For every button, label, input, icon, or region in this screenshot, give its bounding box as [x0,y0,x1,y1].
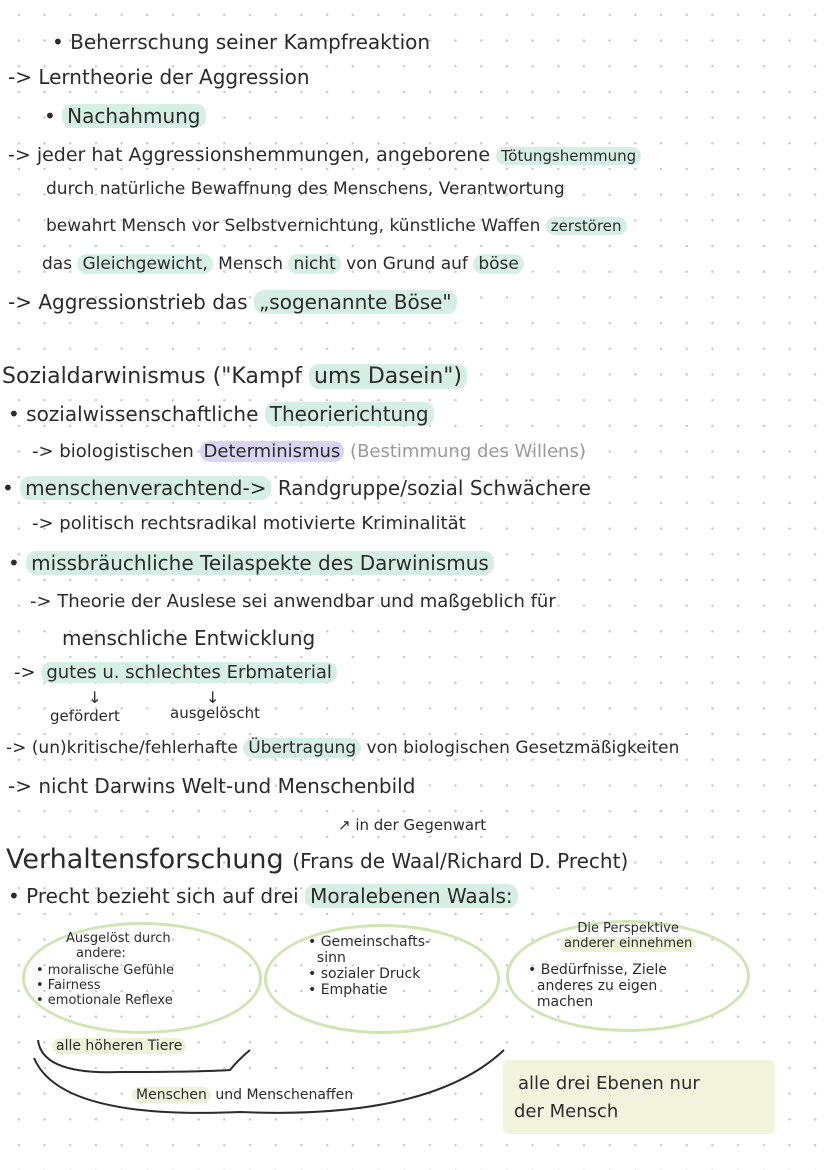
list-item: machen [528,994,594,1011]
text: von biologischen Gesetzmäßigkeiten [366,738,680,758]
line-teilaspekte [8,553,494,573]
text: Ausgelöst durch [66,931,171,946]
highlight-menschenverachtend: menschenverachtend-> [20,476,271,500]
text: von Grund auf [346,254,468,274]
bullet: • [2,476,14,500]
text: -> jeder hat Aggressionshemmungen, angeborene [8,144,491,166]
line-aggressionstrieb [8,292,457,312]
highlight-theorierichtung: Theorierichtung [265,402,434,426]
text: anderer einnehmen [560,937,696,952]
text: -> biologistischen [32,441,194,462]
text: Die Perspektive [577,921,679,936]
arrow-down-icon: ↓ [88,688,102,707]
text: das [42,254,73,274]
braces [0,1020,520,1120]
bullet: • [44,104,56,128]
text: -> Aggressionstrieb das [8,290,248,314]
label-hoehere-tiere [52,1039,186,1053]
note-box-line1: alle drei Ebenen nur [518,1073,700,1094]
text: -> (un)kritische/fehlerhafte [6,738,238,758]
note-box-line2: der Mensch [514,1101,619,1122]
text: bewahrt Mensch vor Selbstvernichtung, künstliche [46,216,476,236]
text-erbmaterial: Erbmaterial [226,662,332,683]
line-entwicklung: menschliche Entwicklung [62,626,316,650]
list-item: • moralische Gefühle [36,963,174,978]
brace-humans-apes [34,1050,504,1113]
label-gefoerdert: gefördert [50,707,120,725]
text: andere: [76,945,126,961]
heading-sozialdarwinismus [2,366,467,388]
list-item: sinn [308,950,346,967]
arrow-down-icon: ↓ [206,688,220,707]
note-willens: (Bestimmung des Willens) [350,441,586,462]
text-u: u. [102,662,120,683]
ellipse3-heading [560,922,696,952]
heading-verhaltensforschung [6,846,628,873]
highlight-ums-dasein: ums Dasein") [309,364,467,389]
ellipse1-heading [66,932,171,962]
text: • Precht bezieht sich auf drei [8,884,299,908]
highlight-toetungshemmung: Tötungshemmung [496,147,641,165]
highlight-gleichgewicht: Gleichgewicht, [77,254,212,274]
highlight-moralebenen: Moralebenen Waals: [305,884,518,908]
list-item: • sozialer Druck [308,966,421,983]
highlight-menschen: Menschen [132,1087,211,1103]
highlight-erbmaterial [41,662,337,683]
list-item: • emotionale Reflexe [36,992,173,1008]
text: Mensch [218,254,284,274]
line-aggressionshemmungen [8,146,641,165]
bullet: • [8,551,20,575]
highlight-teilaspekte: missbräuchliche Teilaspekte des Darwinismus [26,551,494,575]
line-erbmaterial [14,664,337,682]
highlight-zerstoeren: zerstören [546,217,627,235]
highlight-nachahmung: Nachahmung [62,104,205,128]
label-menschen-affen [132,1088,353,1102]
ellipse2-list [308,934,430,998]
highlight-uebertragung: Übertragung [243,738,361,758]
list-item: • Emphatie [308,982,388,999]
line-gleichgewicht [42,256,524,273]
text-gutes: gutes [46,662,97,683]
line-nachahmung [44,106,206,126]
text: Verhaltensforschung [6,844,284,875]
highlight-nicht: nicht [288,254,340,274]
line-selbstvernichtung [46,218,627,235]
list-item: • Gemeinschafts- [308,934,431,950]
line-determinismus [32,443,586,461]
text: Randgruppe/sozial Schwächere [277,476,591,500]
line-uebertragung [6,740,679,757]
text: und Menschenaffen [215,1087,354,1103]
text: Sozialdarwinismus ("Kampf [2,364,302,389]
text: -> [14,662,36,683]
text-schlechtes: schlechtes [125,662,221,683]
highlight-sogenannte-boese: „sogenannte Böse" [254,290,457,314]
text: • sozialwissenschaftliche [8,402,259,426]
ellipse3-list [528,962,667,1010]
highlight-determinismus: Determinismus [200,441,345,462]
highlight-hoehere-tiere: alle höheren Tiere [52,1038,186,1054]
note-gegenwart: ↗ in der Gegenwart [338,816,487,834]
list-item: anderes zu eigen [528,978,658,995]
note-box [503,1060,775,1134]
line-kriminalitaet: -> politisch rechtsradikal motivierte Kriminalität [32,513,466,534]
line-auslese: -> Theorie der Auslese sei anwendbar und maßgeblich für [30,591,556,612]
highlight-boese: böse [473,254,524,274]
list-item: • Fairness [36,977,101,993]
text-waffen: Waffen [481,216,541,236]
line-lerntheorie: -> Lerntheorie der Aggression [8,65,310,89]
line-kampfreaktion: • Beherrschung seiner Kampfreaktion [52,30,431,54]
line-moralebenen [8,886,518,906]
label-ausgeloescht: ausgelöscht [170,704,261,722]
line-theorierichtung [8,404,434,424]
line-menschenverachtend [2,478,591,498]
list-item: • Bedürfnisse, Ziele [528,962,667,978]
ellipse1-list [36,964,174,1009]
line-bewaffnung: durch natürliche Bewaffnung des Menschens, Verantwortung [46,179,565,199]
line-menschenbild: -> nicht Darwins Welt-und Menschenbild [8,774,416,798]
text-authors: (Frans de Waal/Richard D. Precht) [292,849,629,873]
